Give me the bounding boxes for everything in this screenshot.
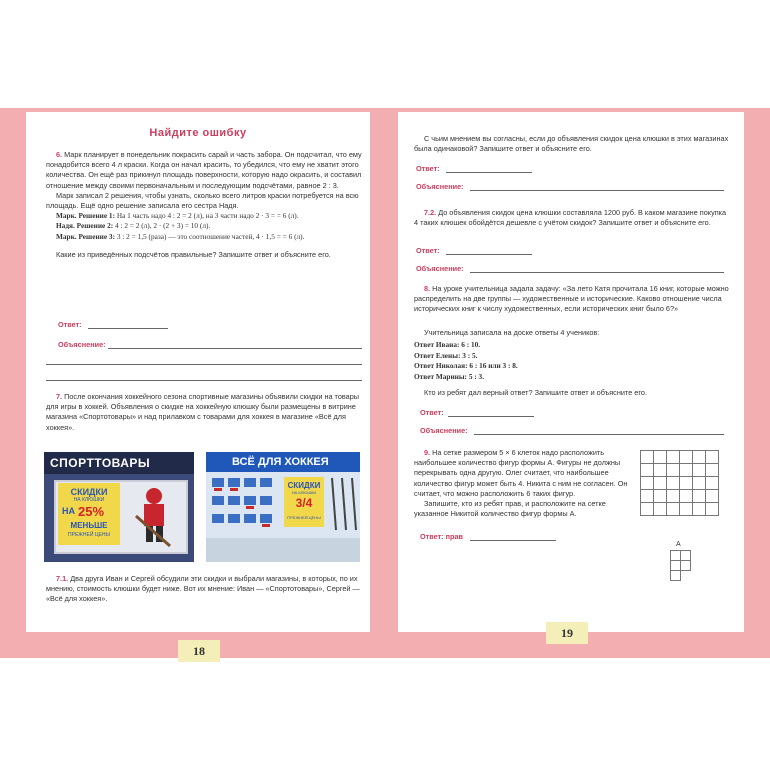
task71-number: 7.1. [56, 574, 69, 583]
hockey-store-sign: ВСЁ ДЛЯ ХОККЕЯ [232, 456, 329, 468]
task8-answer-line[interactable] [448, 416, 534, 417]
page-number-right: 19 [546, 622, 588, 644]
task9-answer-label: Ответ: прав [420, 532, 464, 541]
sport-store-photo [44, 452, 194, 562]
task71-continued: С чьим мнением вы согласны, если до объявления скидок цена клюшки в этих магазинах была одинаковой? Запишите ответ и объясните его. [414, 134, 729, 154]
task6-explanation-line-1[interactable] [108, 348, 362, 349]
task6-question: Какие из приведённых подсчётов правильные? Запишите ответ и объясните его. [56, 249, 331, 259]
discount-poster-hockey: СКИДКИ НА КЛЮШКИ 3/4 ПРЕЖНЕЙ ЦЕНЫ [284, 477, 324, 527]
task6-explanation-line-3[interactable] [46, 380, 362, 381]
hockey-player-figure [126, 486, 178, 548]
page-title: Найдите ошибку [149, 127, 247, 139]
sol3-label: Марк. Решение 3: [56, 231, 115, 241]
sport-store-sign: СПОРТТОВАРЫ [50, 456, 151, 470]
task71-answer-line[interactable] [446, 172, 532, 173]
task71-text: Два друга Иван и Сергей обсудили эти скидки и выбрали магазины, в которых, по их мнению, стоимость клюшки будет ниже. Вот их мнение: Иван — «Спортотовары», Сергей — «Всё для хоккея». [46, 574, 360, 604]
task72-text: До объявления скидок цена клюшки составляла 1200 руб. В каком магазине покупка 4 таких клюшек обойдётся дешевле с учётом скидок? Запишите ответ и объясните его. [414, 208, 727, 228]
task9 [414, 448, 632, 519]
task6-explanation-line-2[interactable] [46, 364, 362, 365]
answer-marina: Ответ Марины: 5 : 3. [414, 371, 485, 381]
task7-text: После окончания хоккейного сезона спортивные магазины объявили скидки на товары для игры в хоккей. Объявления о скидке на хоккейную клюшку были размещены в витрине магазина «Спортотовары» и над прилавком с товарами для хоккея в магазине «Всё для хоккея». [46, 392, 360, 432]
task8-explanation-label: Объяснение: [420, 426, 468, 435]
task8-question: Кто из ребят дал верный ответ? Запишите ответ и объясните его. [424, 388, 647, 397]
task9-text2: Запишите, кто из ребят прав, и расположите на сетке указанное Никитой количество фигур формы А. [414, 499, 606, 519]
task6-answer-label: Ответ: [58, 320, 82, 329]
discount-poster-sport: СКИДКИ НА КЛЮШКИ НА 25% МЕНЬШЕ ПРЕЖНЕЙ ЦЕНЫ [58, 483, 120, 545]
task9-answer-line[interactable] [470, 540, 556, 541]
task72-explanation-line[interactable] [470, 272, 724, 273]
task7 [46, 392, 364, 433]
task9-text: На сетке размером 5 × 6 клеток надо расположить наибольшее количество фигур формы А. Фигуры не должны перекрывать одна другую. Олег считает, что наибольшее количество фигур может быть 4. Никита с ним не согласен. Он считает, что можно расположить 6 таких фигур. [414, 448, 628, 498]
task8-answer-label: Ответ: [420, 408, 444, 417]
answer-nikolay: Ответ Николая: 6 : 16 или 3 : 8. [414, 361, 518, 371]
left-page [26, 112, 370, 632]
task71-answer-label: Ответ: [416, 164, 440, 173]
task8-text: На уроке учительница задала задачу: «За лето Катя прочитала 16 книг, которые можно распределить на две группы — художественные и исторические. Каково отношение числа исторических книг к числу художественных, если исторических книг было 6?» [414, 284, 729, 314]
task6-number: 6. [56, 150, 63, 159]
sol3-text: 3 : 2 = 1,5 (раза) — это соотношение частей, 4 · 1,5 = = 6 (л). [116, 231, 305, 241]
task72-explanation-label: Объяснение: [416, 264, 464, 273]
task6 [46, 150, 364, 260]
answer-elena: Ответ Елены: 3 : 5. [414, 350, 478, 360]
hockey-sticks [326, 476, 358, 536]
page-number-left: 18 [178, 640, 220, 662]
task72-number: 7.2. [424, 208, 437, 217]
sol2-label: Надя. Решение 2: [56, 221, 114, 231]
right-page [398, 112, 744, 632]
task71-explanation-line[interactable] [470, 190, 724, 191]
task8-text2: Учительница записала на доске ответы 4 учеников: [424, 328, 600, 337]
sol1-text: На 1 часть надо 4 : 2 = 2 (л), на 3 части надо 2 · 3 = = 6 (л). [116, 211, 299, 221]
task71-explanation-label: Объяснение: [416, 182, 464, 191]
task9-number: 9. [424, 448, 431, 457]
task9-grid[interactable] [640, 450, 719, 516]
task8 [414, 284, 732, 315]
answer-ivan: Ответ Ивана: 6 : 10. [414, 340, 481, 349]
task8-answers-list [414, 340, 732, 382]
task8-number: 8. [424, 284, 431, 293]
figure-a-label: А [676, 541, 681, 548]
sol1-label: Марк. Решение 1: [56, 211, 115, 221]
task72 [414, 208, 732, 228]
sol2-text: 4 : 2 = 2 (л), 2 · (2 + 3) = 10 (л). [115, 221, 211, 231]
hockey-store-photo [206, 452, 360, 562]
task71 [46, 574, 364, 605]
task8-explanation-line[interactable] [474, 434, 724, 435]
task6-text2: Марк записал 2 решения, чтобы узнать, сколько всего литров краски потребуется на всю площадь. Ещё одно решение записала его сестра Надя. [46, 190, 359, 211]
task72-answer-label: Ответ: [416, 246, 440, 255]
task6-text: Марк планирует в понедельник покрасить сарай и часть забора. Он подсчитал, что ему понадобится всего 4 л краски. Когда он начал красить, то убедился, что ему не хватит этого количества. Он ещё раз прикинул площадь поверхности, которую надо окрасить, и составил отношение между своими первоначальным и последующим подсчётами, равное 2 : 3. [46, 150, 362, 190]
task7-number: 7. [56, 392, 63, 401]
skates-shelf [210, 476, 282, 536]
task6-answer-line[interactable] [88, 328, 168, 329]
task72-answer-line[interactable] [446, 254, 532, 255]
task6-explanation-label: Объяснение: [58, 340, 106, 349]
